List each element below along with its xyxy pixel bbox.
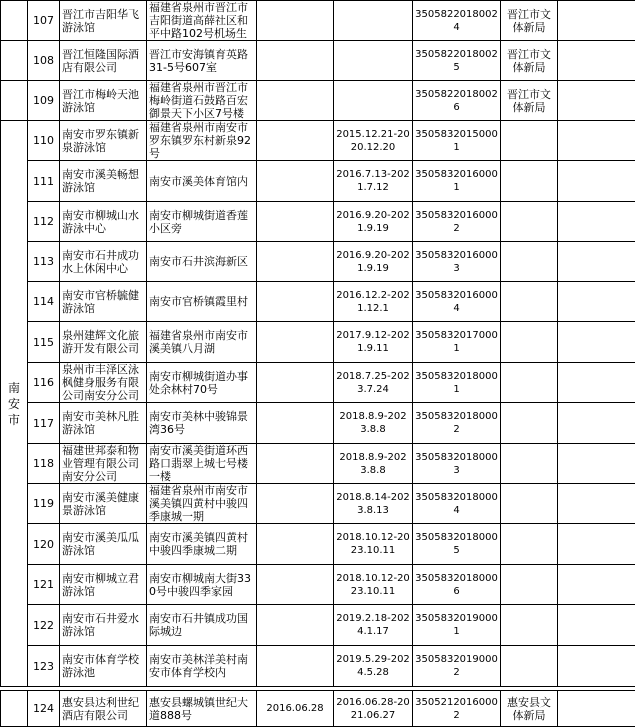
row-number: 122 — [28, 605, 60, 646]
validity-term: 2018.8.14-2023.8.13 — [334, 484, 413, 524]
row-number: 116 — [28, 363, 60, 403]
table-row — [1, 484, 635, 524]
validity-term: 2015.12.21-2020.12.20 — [334, 121, 413, 161]
row-number: 109 — [28, 81, 60, 121]
table-row — [1, 242, 635, 282]
venue-name: 泉州建辉文化旅游开发有限公司 — [60, 322, 147, 363]
venue-name: 晋江恒隆国际酒店有限公司 — [60, 41, 147, 81]
venue-address: 晋江市安海镇育英路31-5号607室 — [147, 41, 257, 81]
venue-address: 南安市溪美镇四黄村中骏四季康城二期 — [147, 524, 257, 565]
table-row — [1, 524, 635, 565]
permit-code: 35058320190002 — [413, 646, 501, 687]
permit-code: 35058320180004 — [413, 484, 501, 524]
row-number: 114 — [28, 282, 60, 322]
venue-name: 南安市石井成功水上休闲中心 — [60, 242, 147, 282]
venue-address: 福建省泉州市晋江市吉阳街道高薛社区和平中路102号机场生 — [147, 1, 257, 41]
cert-date — [257, 1, 334, 41]
cert-date — [257, 282, 334, 322]
validity-term: 2018.7.25-2023.7.24 — [334, 363, 413, 403]
venue-address: 惠安县螺城镇世纪大道888号 — [147, 691, 257, 727]
venue-address: 南安市石井镇成功国际城边 — [147, 605, 257, 646]
permit-code: 35058320180003 — [413, 444, 501, 484]
venue-address: 南安市溪美体育馆内 — [147, 161, 257, 202]
venue-name: 南安市官桥毓健游泳馆 — [60, 282, 147, 322]
validity-term — [334, 81, 413, 121]
row-number: 120 — [28, 524, 60, 565]
issuing-authority — [501, 282, 558, 322]
validity-term: 2016.9.20-2021.9.19 — [334, 242, 413, 282]
permit-code: 35058320150001 — [413, 121, 501, 161]
cert-date — [257, 605, 334, 646]
validity-term: 2016.7.13-2021.7.12 — [334, 161, 413, 202]
cert-date — [257, 524, 334, 565]
table-row — [1, 282, 635, 322]
row-number: 111 — [28, 161, 60, 202]
permit-code: 35058320180001 — [413, 363, 501, 403]
validity-term: 2019.5.29-2024.5.28 — [334, 646, 413, 687]
venue-address: 南安市柳城街道香莲小区旁 — [147, 202, 257, 242]
validity-term: 2018.8.9-2023.8.8 — [334, 403, 413, 444]
permit-code: 35058320180006 — [413, 565, 501, 605]
table-row — [1, 121, 635, 161]
issuing-authority — [501, 242, 558, 282]
permit-code: 35052120160002 — [413, 691, 501, 727]
venue-address: 福建省泉州市南安市溪美镇八月湖 — [147, 322, 257, 363]
permit-code: 35058320160002 — [413, 202, 501, 242]
table-row — [1, 565, 635, 605]
venue-address: 南安市官桥镇霞里村 — [147, 282, 257, 322]
issuing-authority — [501, 484, 558, 524]
table-row — [1, 202, 635, 242]
validity-term: 2018.10.12-2023.10.11 — [334, 524, 413, 565]
table-row — [1, 403, 635, 444]
validity-term: 2016.9.20-2021.9.19 — [334, 202, 413, 242]
venue-name: 南安市溪美畅想游泳馆 — [60, 161, 147, 202]
venue-name: 泉州市丰泽区泳枫健身服务有限公司南安分公司 — [60, 363, 147, 403]
permit-code: 35058320180002 — [413, 403, 501, 444]
cert-date — [257, 242, 334, 282]
permit-code: 35058320170001 — [413, 322, 501, 363]
issuing-authority: 惠安县文体新局 — [501, 691, 558, 727]
cert-date — [257, 81, 334, 121]
venue-address: 南安市溪美街道环西路口翡翠上城七号楼一楼 — [147, 444, 257, 484]
cert-date — [257, 322, 334, 363]
table-row — [1, 691, 635, 727]
cert-date — [257, 403, 334, 444]
issuing-authority — [501, 202, 558, 242]
issuing-authority — [501, 403, 558, 444]
validity-term: 2018.8.9-2023.8.8 — [334, 444, 413, 484]
cert-date — [257, 444, 334, 484]
venue-name: 南安市体育学校游泳池 — [60, 646, 147, 687]
row-number: 124 — [28, 691, 60, 727]
cert-date — [257, 484, 334, 524]
row-number: 123 — [28, 646, 60, 687]
venue-name: 南安市美林凡胜游泳馆 — [60, 403, 147, 444]
validity-term: 2016.12.2-2021.12.1 — [334, 282, 413, 322]
permit-code: 35058220180026 — [413, 81, 501, 121]
table-row — [1, 41, 635, 81]
venue-name: 晋江市梅岭天池游泳馆 — [60, 81, 147, 121]
row-number: 113 — [28, 242, 60, 282]
venue-address: 南安市柳城南大街330号中骏四季家园 — [147, 565, 257, 605]
permit-code: 35058320160001 — [413, 161, 501, 202]
row-number: 110 — [28, 121, 60, 161]
row-number: 108 — [28, 41, 60, 81]
venue-address: 南安市石井滨海新区 — [147, 242, 257, 282]
validity-term — [334, 41, 413, 81]
permit-code: 35058220180024 — [413, 1, 501, 41]
validity-term: 2018.10.12-2023.10.11 — [334, 565, 413, 605]
table-row — [1, 646, 635, 687]
issuing-authority — [501, 363, 558, 403]
table-row — [1, 363, 635, 403]
issuing-authority — [501, 121, 558, 161]
venue-name: 南安市石井爱水游泳馆 — [60, 605, 147, 646]
row-number: 118 — [28, 444, 60, 484]
table-row — [1, 161, 635, 202]
table-row — [1, 1, 635, 41]
venue-name: 福建世邦泰和物业管理有限公司南安分公司 — [60, 444, 147, 484]
venue-address: 南安市美林洋美村南安市体育学校内 — [147, 646, 257, 687]
cert-date — [257, 565, 334, 605]
venue-name: 南安市柳城山水游泳中心 — [60, 202, 147, 242]
permit-code: 35058220180025 — [413, 41, 501, 81]
venue-address: 福建省泉州市晋江市梅岭街道石鼓路百宏御景天下小区7号楼 — [147, 81, 257, 121]
row-number: 107 — [28, 1, 60, 41]
venue-name: 南安市溪美瓜瓜游泳馆 — [60, 524, 147, 565]
row-number: 121 — [28, 565, 60, 605]
cert-date — [257, 121, 334, 161]
table-row — [1, 322, 635, 363]
table-row — [1, 81, 635, 121]
table-row — [1, 605, 635, 646]
venue-address: 南安市柳城街道办事处余林村70号 — [147, 363, 257, 403]
validity-term: 2019.2.18-2024.1.17 — [334, 605, 413, 646]
venue-name: 南安市溪美健康景游泳馆 — [60, 484, 147, 524]
row-number: 119 — [28, 484, 60, 524]
venue-address: 福建省泉州市南安市罗东镇罗东村新泉92号 — [147, 121, 257, 161]
venue-name: 晋江市吉阳华飞游泳馆 — [60, 1, 147, 41]
row-number: 112 — [28, 202, 60, 242]
validity-term: 2016.06.28-2021.06.27 — [334, 691, 413, 727]
issuing-authority: 晋江市文体新局 — [501, 41, 558, 81]
permit-code: 35058320160003 — [413, 242, 501, 282]
validity-term: 2017.9.12-2021.9.11 — [334, 322, 413, 363]
validity-term — [334, 1, 413, 41]
issuing-authority: 晋江市文体新局 — [501, 81, 558, 121]
issuing-authority — [501, 444, 558, 484]
permit-code: 35058320190001 — [413, 605, 501, 646]
table-row — [1, 444, 635, 484]
permit-code: 35058320180005 — [413, 524, 501, 565]
issuing-authority — [501, 322, 558, 363]
cert-date — [257, 41, 334, 81]
issuing-authority — [501, 161, 558, 202]
issuing-authority — [501, 524, 558, 565]
cert-date — [257, 202, 334, 242]
issuing-authority — [501, 565, 558, 605]
venue-address: 福建省泉州市南安市溪美镇四黄村中骏四季康城一期 — [147, 484, 257, 524]
permit-code: 35058320160004 — [413, 282, 501, 322]
row-number: 115 — [28, 322, 60, 363]
cert-date — [257, 161, 334, 202]
issuing-authority — [501, 646, 558, 687]
cert-date: 2016.06.28 — [257, 691, 334, 727]
venue-name: 南安市罗东镇新泉游泳馆 — [60, 121, 147, 161]
city-label: 南安市 — [1, 121, 28, 687]
issuing-authority — [501, 605, 558, 646]
venue-address: 南安市美林中骏锦景湾36号 — [147, 403, 257, 444]
issuing-authority: 晋江市文体新局 — [501, 1, 558, 41]
cert-date — [257, 363, 334, 403]
cert-date — [257, 646, 334, 687]
venue-name: 南安市柳城立君游泳馆 — [60, 565, 147, 605]
row-number: 117 — [28, 403, 60, 444]
venue-name: 惠安县达利世纪酒店有限公司 — [60, 691, 147, 727]
